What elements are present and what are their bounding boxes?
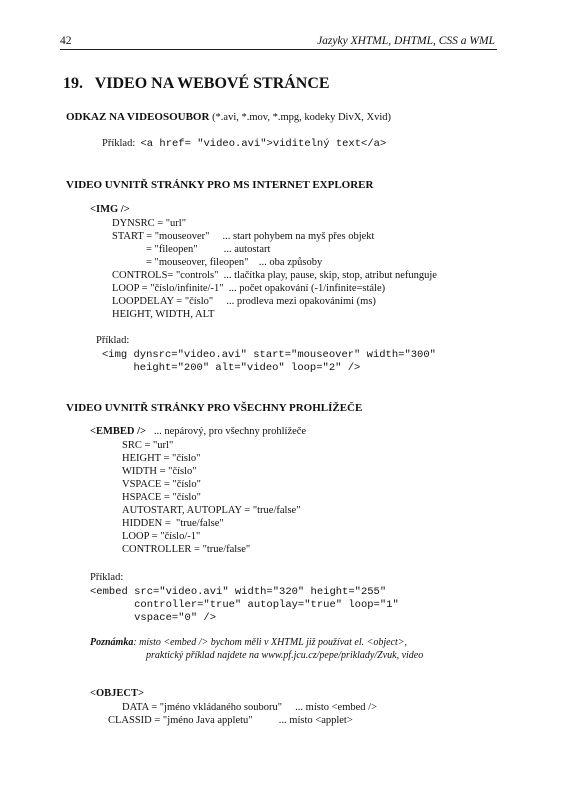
embed-attr-line: VSPACE = "číslo" xyxy=(122,479,201,490)
header-rule xyxy=(60,49,497,50)
embed-attr-line: AUTOSTART, AUTOPLAY = "true/false" xyxy=(122,505,301,516)
link-heading-rest: (*.avi, *.mov, *.mpg, kodeky DivX, Xvid) xyxy=(209,112,392,123)
link-example-label: Příklad: xyxy=(102,138,136,149)
ie-attr-line: START = "mouseover" ... start pohybem na myš přes objekt xyxy=(112,231,375,242)
ie-attr-line: LOOPDELAY = "číslo" ... prodleva mezi opakováními (ms) xyxy=(112,296,376,307)
embed-tag: <EMBED /> xyxy=(90,426,147,437)
ie-attr-line: DYNSRC = "url" xyxy=(112,218,187,229)
chapter-number: 19. xyxy=(63,75,83,92)
ie-example-code-line: <img dynsrc="video.avi" start="mouseover" width="300" xyxy=(102,349,436,361)
page-number: 42 xyxy=(60,35,72,47)
embed-attr-line: HIDDEN = "true/false" xyxy=(122,518,224,529)
ie-attr-line: = "mouseover, fileopen" ... oba způsoby xyxy=(146,257,323,268)
object-attr-line: CLASSID = "jméno Java appletu" ... místo <applet> xyxy=(108,715,353,726)
link-example xyxy=(102,138,386,150)
embed-attr-line: HEIGHT = "číslo" xyxy=(122,453,201,464)
embed-attr-line: HSPACE = "číslo" xyxy=(122,492,201,503)
object-attr-line: DATA = "jméno vkládaného souboru" ... místo <embed /> xyxy=(122,702,378,713)
ie-section-heading: VIDEO UVNITŘ STRÁNKY PRO MS INTERNET EXPLORER xyxy=(66,179,374,191)
chapter-title-text: VIDEO NA WEBOVÉ STRÁNCE xyxy=(94,75,330,92)
embed-example-label: Příklad: xyxy=(90,572,124,583)
ie-example-code-line: height="200" alt="video" loop="2" /> xyxy=(102,362,361,374)
ie-attr-line: LOOP = "číslo/infinite/-1" ... počet opakování (-1/infinite=stále) xyxy=(112,283,386,294)
embed-attr-line: LOOP = "číslo/-1" xyxy=(122,531,201,542)
embed-attr-line: WIDTH = "číslo" xyxy=(122,466,197,477)
embed-tag-note: ... nepárový, pro všechny prohlížeče xyxy=(153,426,307,437)
note-line xyxy=(90,637,407,648)
link-example-code: <a href= "video.avi">viditelný text</a> xyxy=(140,138,387,150)
ie-attr-line: HEIGHT, WIDTH, ALT xyxy=(112,309,215,320)
note-label: Poznámka xyxy=(90,637,134,648)
note-text-2: praktický příklad najdete na www.pf.jcu.cz/pepe/priklady/Zvuk, video xyxy=(146,650,424,661)
embed-example-code-line: vspace="0" /> xyxy=(90,612,217,624)
embed-example-code-line: <embed src="video.avi" width="320" height="255" xyxy=(90,586,387,598)
ie-img-tag: <IMG /> xyxy=(90,204,130,215)
embed-attr-line: CONTROLLER = "true/false" xyxy=(122,544,251,555)
running-title: Jazyky XHTML, DHTML, CSS a WML xyxy=(317,35,495,47)
chapter-title xyxy=(63,75,330,93)
note-text-1: : místo <embed /> bychom měli v XHTML již používat el. <object>, xyxy=(133,637,408,648)
link-section-heading xyxy=(66,111,391,123)
embed-attr-line: SRC = "url" xyxy=(122,440,174,451)
link-heading-bold: ODKAZ NA VIDEOSOUBOR xyxy=(66,111,210,123)
ie-example-label: Příklad: xyxy=(96,335,130,346)
embed-example-code-line: controller="true" autoplay="true" loop="1" xyxy=(90,599,399,611)
ie-attr-line: CONTROLS= "controls" ... tlačítka play, pause, skip, stop, atribut nefunguje xyxy=(112,270,437,281)
all-section-heading: VIDEO UVNITŘ STRÁNKY PRO VŠECHNY PROHLÍŽEČE xyxy=(66,402,363,414)
ie-attr-line: = "fileopen" ... autostart xyxy=(146,244,271,255)
object-tag: <OBJECT> xyxy=(90,688,144,699)
embed-tag-line xyxy=(90,426,306,437)
